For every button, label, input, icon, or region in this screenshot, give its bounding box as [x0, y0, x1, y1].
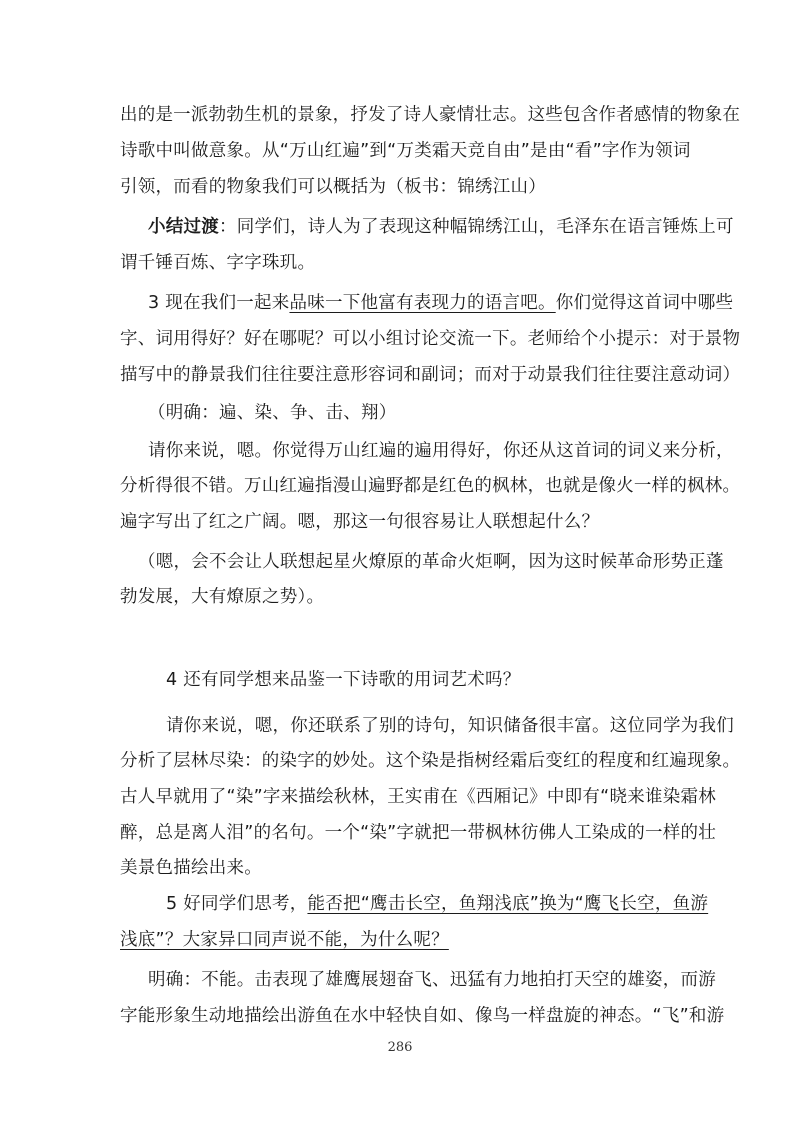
- text-line: [148, 291, 733, 315]
- text-line: [120, 856, 262, 880]
- text-line: [120, 139, 691, 163]
- text-segment: 诗歌中叫做意象。从“万山红遍”到“万类霜天竞自由”是由“看”字作为领词: [120, 141, 691, 161]
- underlined-text: 浅底”？大家异口同声说不能，为什么呢？: [120, 930, 449, 950]
- text-line: [120, 363, 740, 387]
- text-line: [120, 749, 740, 773]
- text-segment: 请你来说，嗯。你觉得万山红遍的遍用得好，你还从这首词的词义来分析，: [148, 441, 734, 461]
- text-line: [120, 1004, 724, 1028]
- text-segment: 字、词用得好？好在哪呢？可以小组讨论交流一下。老师给个小提示：对于景物: [120, 329, 741, 349]
- text-segment: （明确：遍、染、争、击、翔）: [148, 403, 397, 423]
- text-line: [120, 785, 716, 809]
- text-line: [120, 251, 315, 275]
- text-line: [166, 668, 520, 692]
- text-segment: 醉，总是离人泪”的名句。一个“染”字就把一带枫林彷佛人工染成的一样的壮: [120, 823, 716, 843]
- text-segment: 出的是一派勃勃生机的景象，抒发了诗人豪情壮志。这些包含作者感情的物象在: [120, 105, 741, 125]
- text-segment: 请你来说，嗯，你还联系了别的诗句，知识储备很丰富。这位同学为我们: [166, 716, 734, 736]
- text-segment: 描写中的静景我们往往要注意形容词和副词；而对于动景我们往往要注意动词）: [120, 365, 741, 385]
- text-line: [120, 928, 449, 952]
- text-segment: 勃发展，大有燎原之势）。: [120, 587, 325, 607]
- text-segment: 分析了层林尽染：的染字的妙处。这个染是指树经霜后变红的程度和红遍现象。: [120, 751, 741, 771]
- text-line: [166, 714, 734, 738]
- text-segment: 分析得很不错。万山红遍指漫山遍野都是红色的枫林，也就是像火一样的枫林。: [120, 476, 741, 496]
- text-segment: 古人早就用了“染”字来描绘秋林，王实甫在《西厢记》中即有“晓来谁染霜林: [120, 787, 716, 807]
- text-segment: 3 现在我们一起来: [148, 293, 290, 313]
- text-segment: ：同学们，诗人为了表现这种幅锦绣江山，毛泽东在语言锤炼上可: [219, 217, 734, 237]
- text-segment: 引领，而看的物象我们可以概括为（板书：锦绣江山）: [120, 177, 546, 197]
- text-segment: （嗯，会不会让人联想起星火燎原的革命火炬啊，因为这时候革命形势正蓬: [138, 552, 724, 572]
- text-line: [120, 175, 546, 199]
- text-segment: 4 还有同学想来品鉴一下诗歌的用词艺术吗？: [166, 670, 521, 690]
- text-line: [148, 439, 734, 463]
- text-line: [120, 510, 599, 534]
- text-segment: 谓千锤百炼、字字珠玑。: [120, 253, 316, 273]
- text-line: [166, 892, 708, 916]
- underlined-text: 能否把“鹰击长空，鱼翔浅底”换为“鹰飞长空，鱼游: [307, 894, 709, 914]
- page-number: 286: [387, 1040, 413, 1055]
- text-line: [120, 821, 716, 845]
- text-line: [148, 968, 716, 992]
- text-line: [120, 585, 324, 609]
- text-segment: 你们觉得这首词中哪些: [555, 293, 734, 313]
- text-line: [138, 550, 724, 574]
- text-segment: 明确：不能。击表现了雄鹰展翅奋飞、迅猛有力地拍打天空的雄姿，而游: [148, 970, 716, 990]
- text-segment: 遍字写出了红之广阔。嗯，那这一句很容易让人联想起什么？: [120, 512, 600, 532]
- text-line: [148, 215, 734, 239]
- text-segment: 字能形象生动地描绘出游鱼在水中轻快自如、像鸟一样盘旋的神态。“飞”和游: [120, 1006, 725, 1026]
- text-line: [120, 103, 740, 127]
- text-line: [148, 401, 397, 425]
- text-segment: 美景色描绘出来。: [120, 858, 262, 878]
- text-segment: 5 好同学们思考，: [166, 894, 308, 914]
- text-line: [120, 474, 740, 498]
- section-label: 小结过渡: [148, 217, 219, 237]
- text-line: [120, 327, 740, 351]
- underlined-text: 品味一下他富有表现力的语言吧。: [289, 293, 556, 313]
